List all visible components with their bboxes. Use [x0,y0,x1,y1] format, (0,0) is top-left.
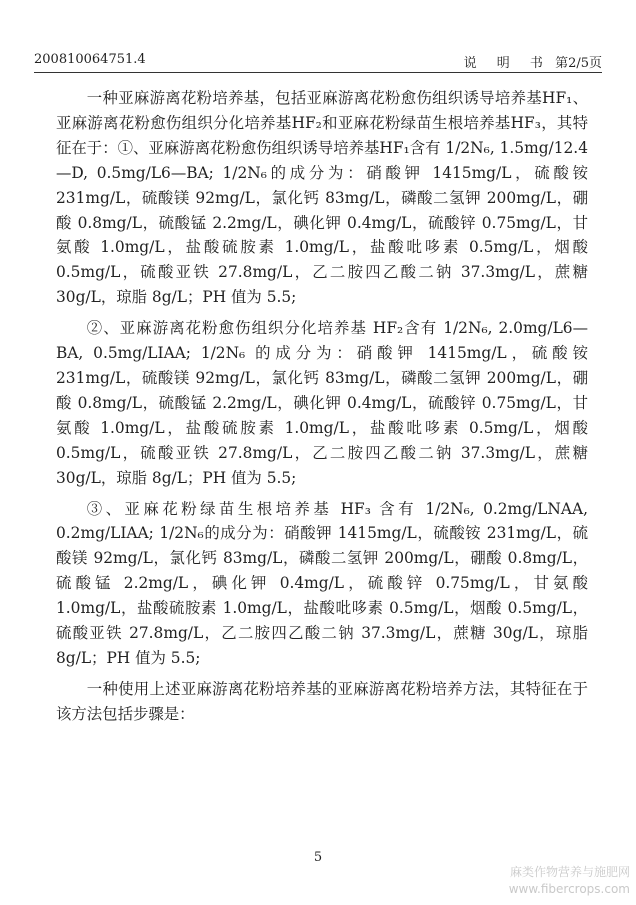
document-body [56,86,588,727]
paragraph-claim-medium: 一种亚麻游离花粉培养基，包括亚麻游离花粉愈伤组织诱导培养基HF₁、亚麻游离花粉愈伤组织分化培养基HF₂和亚麻花粉绿苗生根培养基HF₃，其特征在于：①、亚麻游离花粉愈伤组织诱导培养基HF₁含有 1/2N₆, 1.5mg/12.4—D, 0.5mg/L6—BA; 1/2N₆的成分为：硝酸钾 1415mg/L，硫酸铵 231mg/L，硫酸镁 92mg/L，氯化钙 83mg/L，磷酸二氢钾 200mg/L，硼酸 0.8mg/L，硫酸锰 2.2mg/L，碘化钾 0.4mg/L，硫酸锌 0.75mg/L，甘氨酸 1.0mg/L，盐酸硫胺素 1.0mg/L，盐酸吡哆素 0.5mg/L，烟酸 0.5mg/L，硫酸亚铁 27.8mg/L，乙二胺四乙酸二钠 37.3mg/L，蔗糖 30g/L，琼脂 8g/L；PH 值为 5.5; [56,89,588,307]
header-right [464,52,602,71]
watermark-site-url: www.fibercrops.com [508,882,630,896]
page-info: 第2/5页 [555,56,602,71]
paragraph-rooting-medium: ③、亚麻花粉绿苗生根培养基 HF₃ 含有 1/2N₆, 0.2mg/LNAA, 0.2mg/LIAA; 1/2N₆的成分为：硝酸钾 1415mg/L，硫酸铵 231mg/L，硫酸镁 92mg/L，氯化钙 83mg/L，磷酸二氢钾 200mg/L，硼酸 0.8mg/L，硫酸锰 2.2mg/L，碘化钾 0.4mg/L，硫酸锌 0.75mg/L，甘氨酸 1.0mg/L，盐酸硫胺素 1.0mg/L，盐酸吡哆素 0.5mg/L，烟酸 0.5mg/L，硫酸亚铁 27.8mg/L，乙二胺四乙酸二钠 37.3mg/L，蔗糖 30g/L，琼脂 8g/L；PH 值为 5.5; [56,499,588,667]
paragraph-culture-method: 一种使用上述亚麻游离花粉培养基的亚麻游离花粉培养方法，其特征在于该方法包括步骤是： [56,679,588,723]
paragraph-differentiation-medium: ②、亚麻游离花粉愈伤组织分化培养基 HF₂含有 1/2N₆, 2.0mg/L6—BA, 0.5mg/LIAA; 1/2N₆ 的成分为：硝酸钾 1415mg/L，硫酸铵 231mg/L，硫酸镁 92mg/L，氯化钙 83mg/L，磷酸二氢钾 200mg/L，硼酸 0.8mg/L，硫酸锰 2.2mg/L，碘化钾 0.4mg/L，硫酸锌 0.75mg/L，甘氨酸 1.0mg/L，盐酸硫胺素 1.0mg/L，盐酸吡哆素 0.5mg/L，烟酸 0.5mg/L，硫酸亚铁 27.8mg/L，乙二胺四乙酸二钠 37.3mg/L，蔗糖 30g/L，琼脂 8g/L；PH 值为 5.5; [56,319,588,487]
site-watermark [509,864,630,898]
page-number: 5 [313,850,323,865]
page-header [34,52,602,72]
doc-type-label: 说 明 书 [463,56,551,71]
application-number: 200810064751.4 [34,52,146,67]
header-divider [34,72,602,73]
watermark-site-name: 麻类作物营养与施肥网 [509,865,630,879]
